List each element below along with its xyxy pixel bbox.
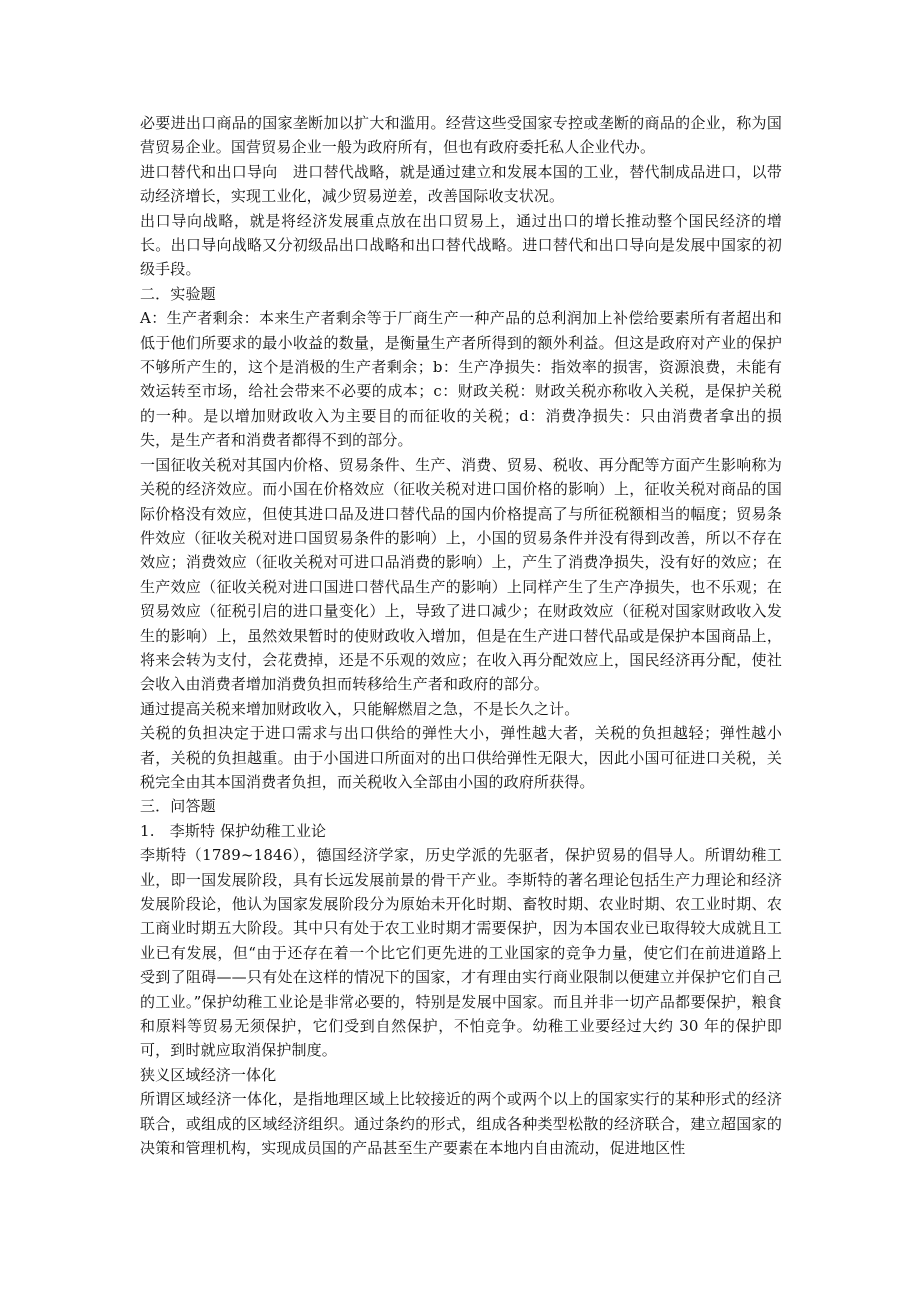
paragraph-tariff-effects: 一国征收关税对其国内价格、贸易条件、生产、消费、贸易、税收、再分配等方面产生影响称为关税的经济效应。而小国在价格效应（征收关税对进口国价格的影响）上，征收关税对商品的国际价格没有效应，但使其进口品及进口替代品的国内价格提高了与所征税额相当的幅度；贸易条件效应（征收关税对进口国贸易条件的影响）上，小国的贸易条件并没有得到改善，所以不存在效应；消费效应（征收关税对可进口品消费的影响）上，产生了消费净损失，没有好的效应；在生产效应（征收关税对进口国进口替代品生产的影响）上同样产生了生产净损失，也不乐观；在贸易效应（征税引启的进口量变化）上，导致了进口减少；在财政效应（征税对国家财政收入发生的影响）上，虽然效果暂时的使财政收入增加，但是在生产进口替代品或是保护本国商品上，将来会转为支付，会花费掉，还是不乐观的效应；在收入再分配效应上，国民经济再分配，使社会收入由消费者增加消费负担而转移给生产者和政府的部分。	[140, 455, 782, 694]
section-heading-qa: 三．问答题	[140, 797, 216, 816]
paragraph-export-orientation: 出口导向战略，就是将经济发展重点放在出口贸易上，通过出口的增长推动整个国民经济的增长。出口导向战略又分初级品出口战略和出口替代战略。进口替代和出口导向是发展中国家的初级手段。	[140, 211, 782, 279]
subheading-regional-integration: 狭义区域经济一体化	[140, 1065, 277, 1084]
paragraph-state-trading: 必要进出口商品的国家垄断加以扩大和滥用。经营这些受国家专控或垄断的商品的企业，称为国营贸易企业。国营贸易企业一般为政府所有，但也有政府委托私人企业代办。	[140, 114, 782, 157]
section-heading-experiment: 二．实验题	[140, 284, 216, 303]
subheading-list-infant-industry: 1. 李斯特 保护幼稚工业论	[140, 821, 327, 840]
paragraph-import-substitution: 进口替代和出口导向 进口替代战略，就是通过建立和发展本国的工业，替代制成品进口，以带动经济增长，实现工业化，减少贸易逆差，改善国际收支状况。	[140, 162, 782, 206]
paragraph-list-theory: 李斯特（1789~1846），德国经济学家，历史学派的先驱者，保护贸易的倡导人。所谓幼稚工业，即一国发展阶段，具有长远发展前景的骨干产业。李斯特的著名理论包括生产力理论和经济发展阶段论，他认为国家发展阶段分为原始未开化时期、畜牧时期、农业时期、农工业时期、农工商业时期五大阶段。其中只有处于农工业时期才需要保护，因为本国农业已取得较大成就且工业已有发展，但“由于还存在着一个比它们更先进的工业国家的竞争力量，使它们在前进道路上受到了阻碍——只有处在这样的情况下的国家，才有理由实行商业限制以便建立并保护它们自己的工业。”保护幼稚工业论是非常必要的，特别是发展中国家。而且并非一切产品都要保护，粮食和原料等贸易无须保护，它们受到自然保护，不怕竞争。幼稚工业要经过大约 30 年的保护即可，到时就应取消保护制度。	[140, 846, 782, 1060]
paragraph-fiscal-revenue: 通过提高关税来增加财政收入，只能解燃眉之急，不是长久之计。	[140, 699, 580, 718]
document-body	[140, 111, 782, 1160]
paragraph-tariff-burden: 关税的负担决定于进口需求与出口供给的弹性大小，弹性越大者，关税的负担越轻；弹性越小者，关税的负担越重。由于小国进口所面对的出口供给弹性无限大，因此小国可征进口关税，关税完全由其本国消费者负担，而关税收入全部由小国的政府所获得。	[140, 724, 782, 791]
paragraph-producer-surplus: A：生产者剩余：本来生产者剩余等于厂商生产一种产品的总利润加上补偿给要素所有者超出和低于他们所要求的最小收益的数量，是衡量生产者所得到的额外利益。但这是政府对产业的保护不够所产生的，这个是消极的生产者剩余；b：生产净损失：指效率的损害，资源浪费，未能有效运转至市场，给社会带来不必要的成本；c：财政关税：财政关税亦称收入关税，是保护关税的一种。是以增加财政收入为主要目的而征收的关税；d：消费净损失：只由消费者拿出的损失，是生产者和消费者都得不到的部分。	[140, 309, 782, 450]
paragraph-regional-integration: 所谓区域经济一体化，是指地理区域上比较接近的两个或两个以上的国家实行的某种形式的经济联合，或组成的区域经济组织。通过条约的形式，组成各种类型松散的经济联合，建立超国家的决策和管理机构，实现成员国的产品甚至生产要素在本地内自由流动，促进地区性	[140, 1090, 782, 1158]
